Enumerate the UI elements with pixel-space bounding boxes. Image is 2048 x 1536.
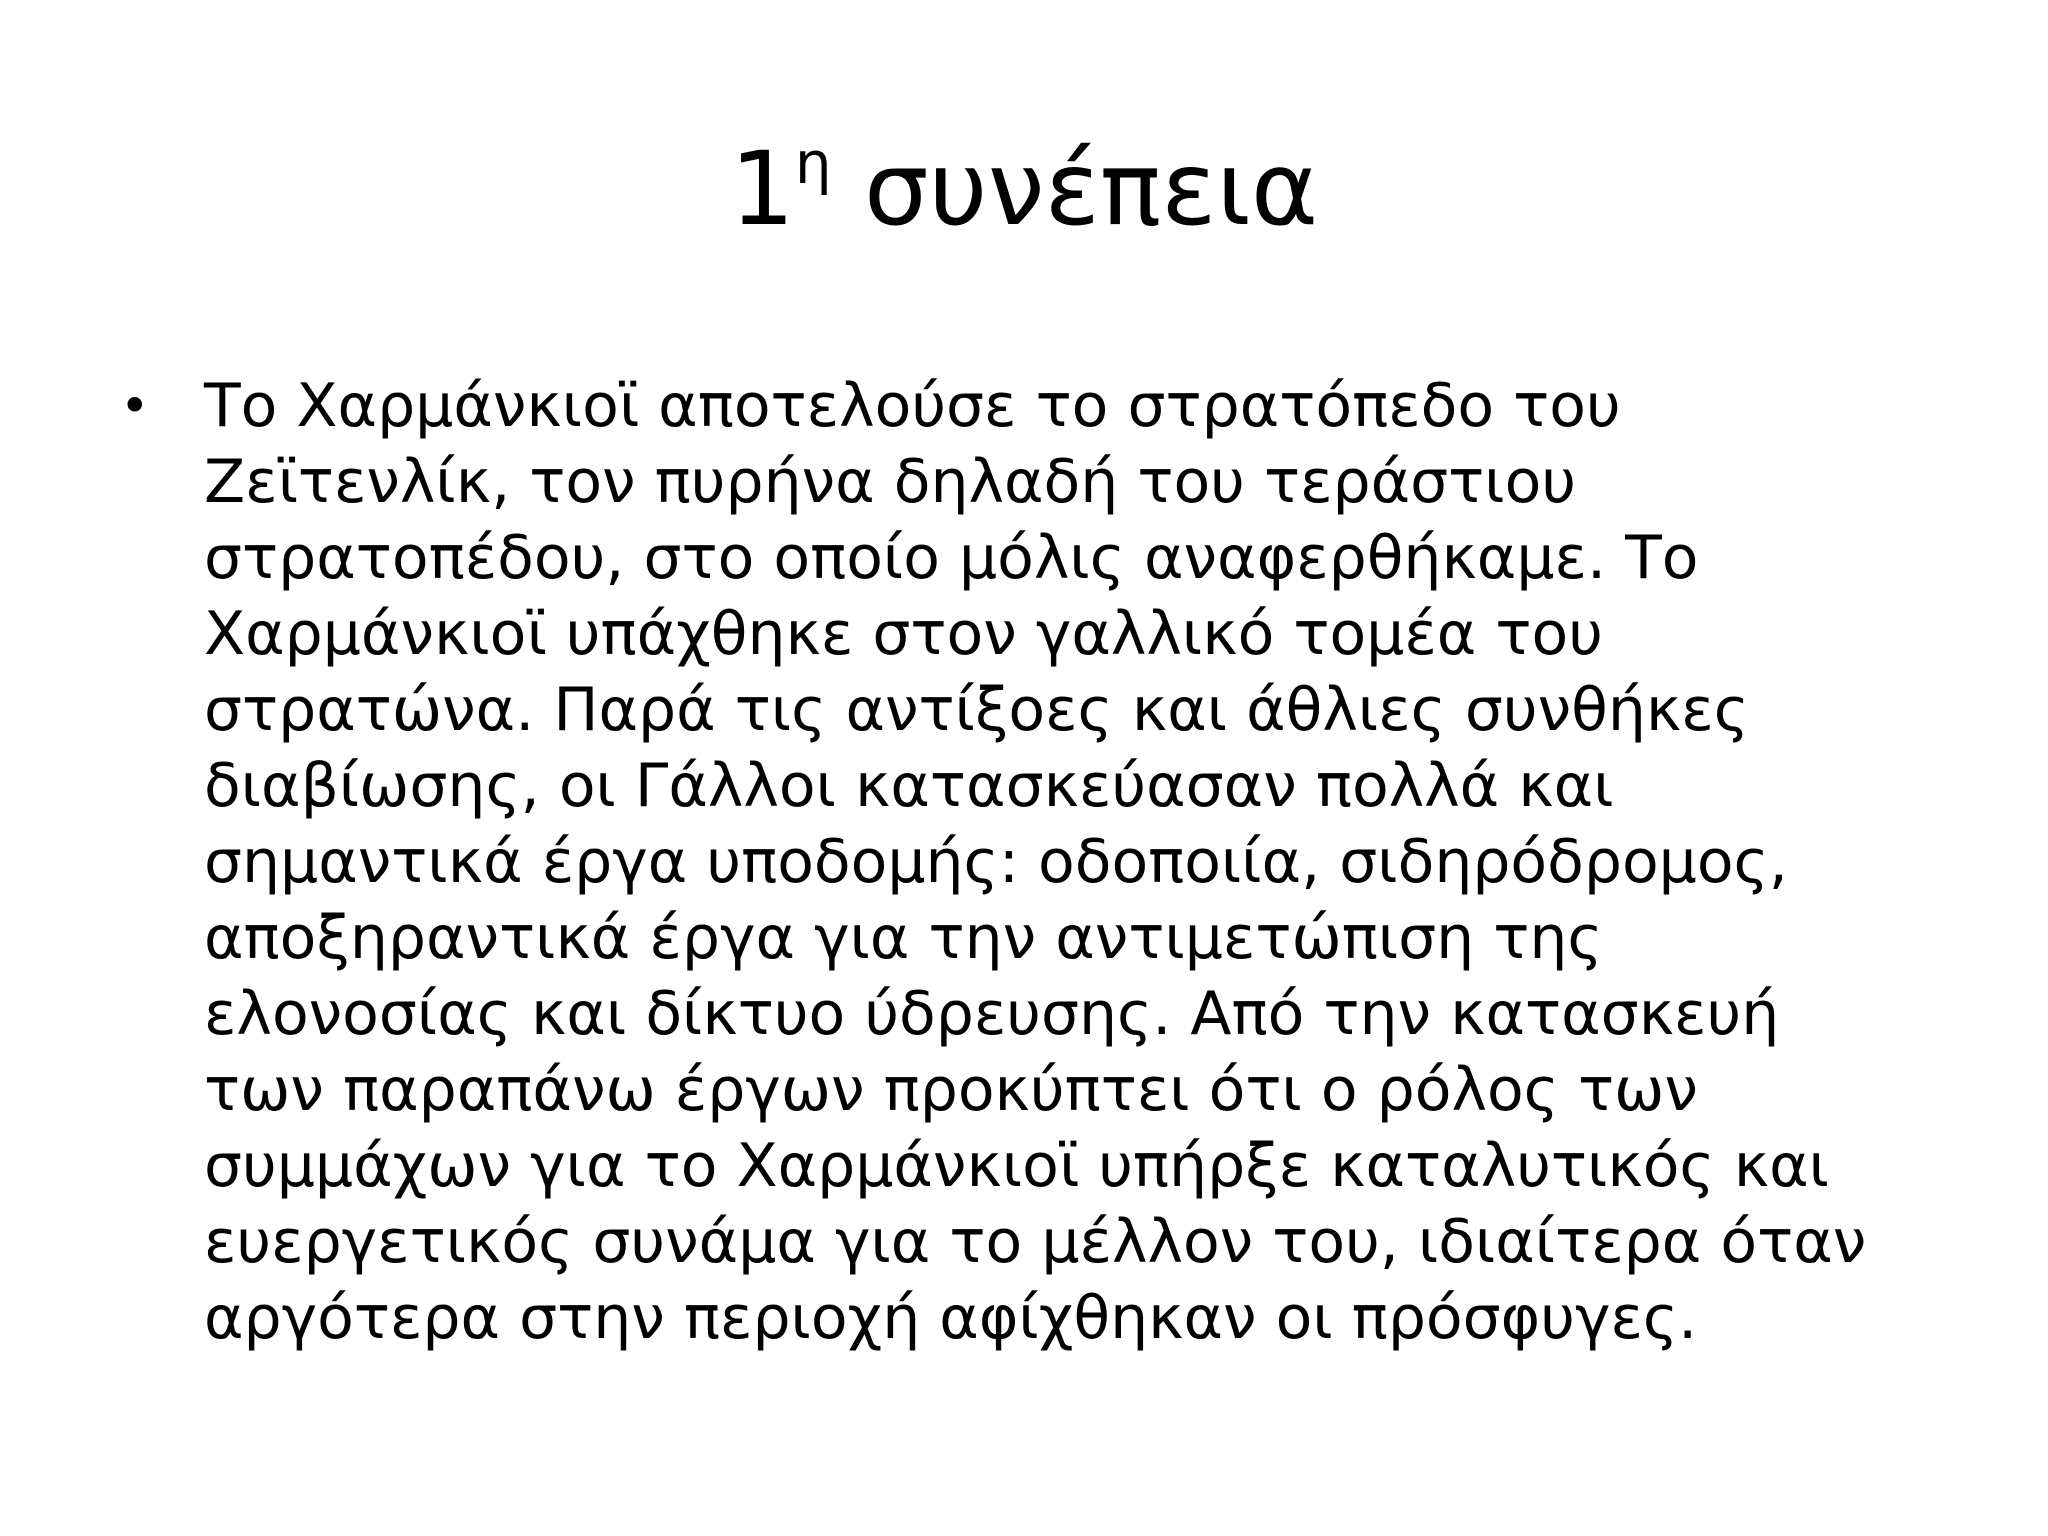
text-line: ελονοσίας και δίκτυο ύδρευσης. Από την κατασκευή <box>204 979 1780 1049</box>
text-line: διαβίωσης, οι Γάλλοι κατασκεύασαν πολλά και <box>204 751 1614 821</box>
title-word: συνέπεια <box>864 130 1319 249</box>
bullet-point-icon: • <box>120 377 150 435</box>
title-number: 1 <box>729 130 795 249</box>
text-line: Χαρμάνκιοϊ υπάχθηκε στον γαλλικό τομέα του <box>204 599 1603 669</box>
text-line: Ζεϊτενλίκ, τον πυρήνα δηλαδή του τεράστιου <box>204 447 1577 517</box>
text-line: Το Χαρμάνκιοϊ αποτελούσε το στρατόπεδο του <box>204 371 1621 441</box>
slide-body <box>120 368 1960 1356</box>
bullet-item <box>120 368 1960 1356</box>
bullet-text <box>204 368 1866 1356</box>
text-line: στρατοπέδου, στο οποίο μόλις αναφερθήκαμε. Το <box>204 523 1699 593</box>
title-superscript: η <box>794 129 832 197</box>
text-line: των παραπάνω έργων προκύπτει ότι ο ρόλος των <box>204 1055 1698 1125</box>
text-line: αποξηραντικά έργα για την αντιμετώπιση της <box>204 903 1603 973</box>
text-line: σημαντικά έργα υποδομής: οδοποιία, σιδηρόδρομος, <box>204 827 1788 897</box>
text-line: συμμάχων για το Χαρμάνκιοϊ υπήρξε καταλυτικός και <box>204 1131 1829 1201</box>
text-line: στρατώνα. Παρά τις αντίξοες και άθλιες συνθήκες <box>204 675 1749 745</box>
text-line: αργότερα στην περιοχή αφίχθηκαν οι πρόσφυγες. <box>204 1283 1698 1353</box>
slide-title <box>0 130 2048 250</box>
text-line: ευεργετικός συνάμα για το μέλλον του, ιδιαίτερα όταν <box>204 1207 1867 1277</box>
